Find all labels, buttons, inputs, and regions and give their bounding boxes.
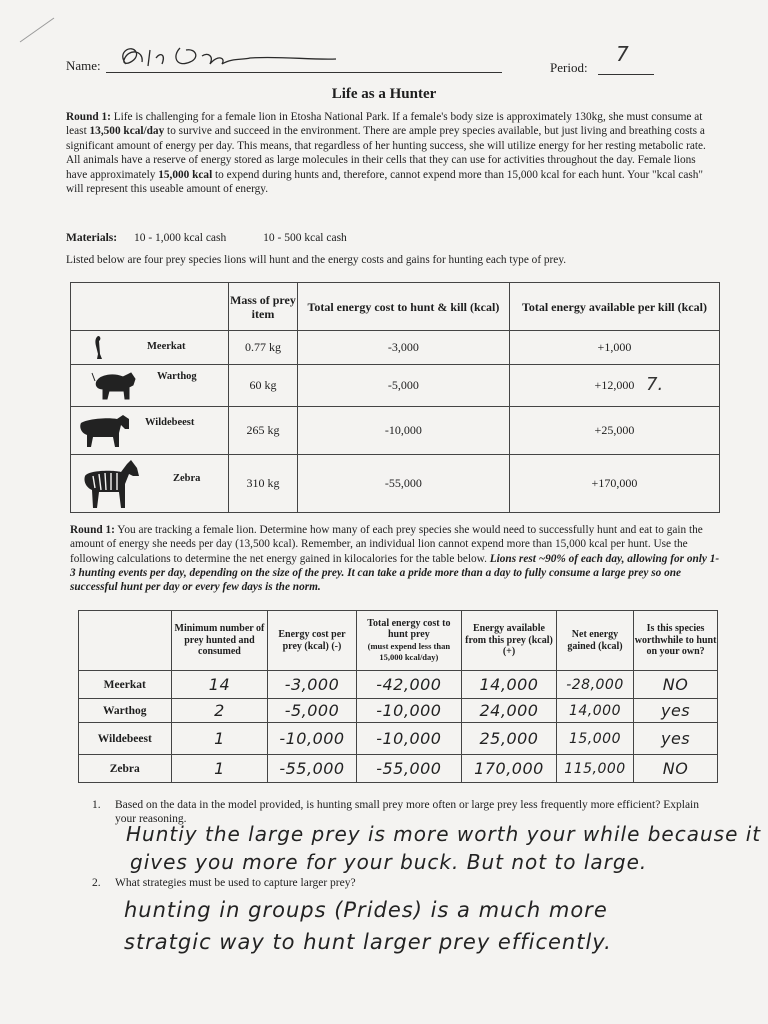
avail-header: Energy available from this prey (kcal) (+) [462, 611, 557, 671]
net-cell: -28,000 [556, 671, 633, 699]
prey-table-header [71, 283, 720, 331]
round-label: Round 1: [70, 524, 115, 536]
prey-row-zebra [71, 455, 720, 513]
answer-1-line-2: gives you more for your buck. But not to large. [130, 850, 648, 874]
row-name: Meerkat [79, 671, 172, 699]
available-header: Total energy available per kill (kcal) [509, 283, 719, 331]
period-value: 7 [616, 42, 629, 66]
intro-text-b: to survive and succeed in the environment. There are ample prey species available, but just living and breathing costs a significant amount of energy per day. This means, that regardless of her hunting success, she will utilize energy for her resting metabolic rate. All animals have a reserve of energy stored as large molecules in their cells that they can use for activities throughout the day. Female lions have approximately [66, 125, 706, 181]
total-header-note: (must expend less than 15,000 kcal/day) [367, 640, 451, 662]
total-cell: -10,000 [356, 699, 462, 723]
cost-cell: -5,000 [297, 365, 509, 407]
listed-text: Listed below are four prey species lions will hunt and the energy costs and gains for hunting each type of prey. [66, 254, 567, 266]
warthog-icon [91, 367, 139, 403]
round1-instructions [70, 523, 720, 594]
period-label: Period: [550, 60, 588, 75]
calc-row-wildebeest [79, 723, 718, 755]
handwritten-annotation: 7. [646, 374, 664, 395]
page-title: Life as a Hunter [331, 86, 437, 102]
cost-header: Energy cost per prey (kcal) (-) [268, 611, 356, 671]
answer-1-line-1: Huntiy the large prey is more worth your while because it [126, 822, 762, 846]
net-cell: 115,000 [556, 755, 633, 783]
worth-cell: NO [634, 755, 718, 783]
cost-cell: -55,000 [268, 755, 356, 783]
available-cell: +1,000 [509, 331, 719, 365]
pen-mark [18, 14, 58, 44]
worth-cell: yes [634, 699, 718, 723]
materials-line [66, 232, 347, 244]
cost-cell: -55,000 [297, 455, 509, 513]
worth-cell: NO [634, 671, 718, 699]
available-cell: +170,000 [509, 455, 719, 513]
net-cell: 14,000 [556, 699, 633, 723]
prey-name: Warthog [157, 371, 197, 382]
cost-cell: -5,000 [268, 699, 356, 723]
meerkat-icon [89, 334, 109, 362]
net-header: Net energy gained (kcal) [556, 611, 633, 671]
total-header [356, 611, 462, 671]
prey-row-warthog [71, 365, 720, 407]
intro-bold-a: 13,500 kcal/day [89, 125, 165, 138]
calculation-table [78, 610, 718, 783]
available-cell: +25,000 [509, 407, 719, 455]
materials-item-2: 10 - 500 kcal cash [263, 232, 347, 244]
empty-header [79, 611, 172, 671]
prey-row-meerkat [71, 331, 720, 365]
row-name: Wildebeest [79, 723, 172, 755]
prey-table [70, 282, 720, 513]
min-cell: 14 [171, 671, 268, 699]
question-number: 2. [92, 877, 101, 889]
min-cell: 1 [171, 723, 268, 755]
cost-header: Total energy cost to hunt & kill (kcal) [297, 283, 509, 331]
min-header: Minimum number of prey hunted and consumed [171, 611, 268, 671]
min-cell: 1 [171, 755, 268, 783]
total-cell: -55,000 [356, 755, 462, 783]
empty-header [71, 283, 229, 331]
cost-cell: -3,000 [268, 671, 356, 699]
mass-cell: 0.77 kg [229, 331, 298, 365]
round1-italic: Lions rest ~90% of each day, allowing for only 1-3 hunting events per day, depending on the size of the prey. It can take a pride more than a day to fully consume a large prey so one successful hunt per day or every few days is the norm. [70, 552, 720, 594]
animal-cell [71, 407, 229, 455]
calc-row-zebra [79, 755, 718, 783]
period-line [598, 74, 654, 75]
question-2 [92, 876, 712, 892]
materials-item-1: 10 - 1,000 kcal cash [133, 232, 227, 244]
cost-cell: -10,000 [297, 407, 509, 455]
prey-name: Wildebeest [145, 417, 195, 428]
animal-cell [71, 365, 229, 407]
zebra-icon [79, 458, 143, 512]
row-name: Warthog [79, 699, 172, 723]
net-cell: 15,000 [556, 723, 633, 755]
calc-row-warthog [79, 699, 718, 723]
available-cell: +12,000 [509, 365, 719, 407]
worth-cell: yes [634, 723, 718, 755]
calc-row-meerkat [79, 671, 718, 699]
mass-cell: 310 kg [229, 455, 298, 513]
animal-cell [71, 455, 229, 513]
worth-header: Is this species worthwhile to hunt on your own? [634, 611, 718, 671]
total-cell: -42,000 [356, 671, 462, 699]
cost-cell: -10,000 [268, 723, 356, 755]
mass-cell: 60 kg [229, 365, 298, 407]
prey-name: Zebra [173, 473, 201, 484]
intro-text-c: to expend during hunts and, therefore, cannot expend more than 15,000 kcal for each hunt. Your "kcal cash" will represent this useable amount of energy. [66, 168, 703, 196]
avail-cell: 24,000 [462, 699, 557, 723]
avail-cell: 14,000 [462, 671, 557, 699]
answer-2-line-2: stratgic way to hunt larger prey efficently. [124, 930, 612, 954]
min-cell: 2 [171, 699, 268, 723]
question-number: 1. [92, 799, 101, 811]
question-text: What strategies must be used to capture larger prey? [115, 877, 356, 889]
question-text: Based on the data in the model provided, is hunting small prey more often or large prey less frequently more efficient? Explain your reasoning. [115, 799, 699, 825]
round1-text: You are tracking a female lion. Determine how many of each prey species she would need to successfully hunt and eat to gain the amount of energy she needs per day (13,500 kcal). Remember, an individual lion cannot expend more than 15,000 kcal per hunt. Use the following calculations to determine the net energy gained in kilocalories for the table below. [70, 524, 703, 565]
prey-row-wildebeest [71, 407, 720, 455]
name-label: Name: [66, 58, 101, 73]
materials-label: Materials: [66, 232, 118, 244]
total-cell: -10,000 [356, 723, 462, 755]
avail-cell: 170,000 [462, 755, 557, 783]
animal-cell [71, 331, 229, 365]
header-row [66, 42, 666, 80]
intro-bold-b: 15,000 kcal [158, 168, 213, 181]
avail-cell: 25,000 [462, 723, 557, 755]
prey-name: Meerkat [147, 341, 186, 352]
total-header-text: Total energy cost to hunt prey [367, 617, 451, 640]
mass-cell: 265 kg [229, 407, 298, 455]
calc-header-row [79, 611, 718, 671]
intro-text-a: Life is challenging for a female lion in Etosha National Park. If a female's body size is approximately 130kg, she must consume at least [66, 111, 703, 138]
mass-header: Mass of prey item [229, 283, 298, 331]
cost-cell: -3,000 [297, 331, 509, 365]
wildebeest-icon [77, 413, 133, 449]
round-label: Round 1: [66, 111, 111, 123]
intro-paragraph [66, 110, 716, 196]
name-signature [110, 42, 340, 76]
row-name: Zebra [79, 755, 172, 783]
answer-2-line-1: hunting in groups (Prides) is a much more [124, 898, 608, 922]
